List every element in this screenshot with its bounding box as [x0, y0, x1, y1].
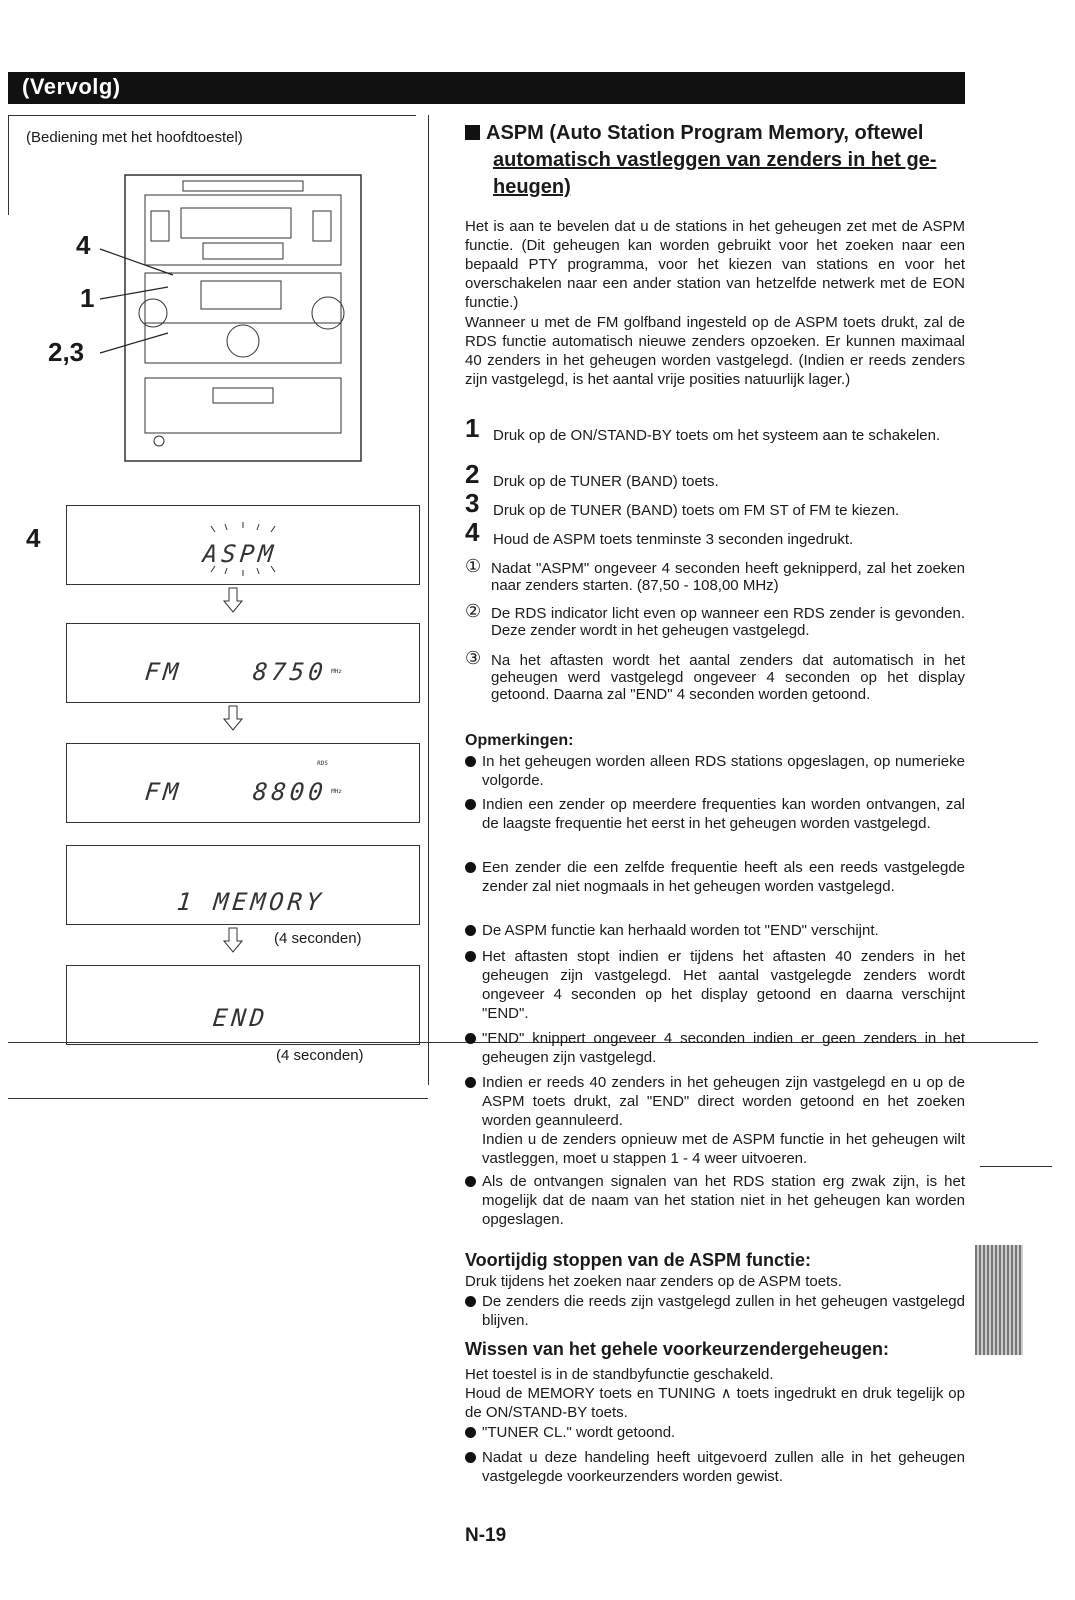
step-1 — [465, 413, 965, 444]
display-unit: MHz — [330, 668, 343, 675]
clear-bullet — [465, 1448, 965, 1486]
note-text: "END" knippert ongeveer 4 seconden indien er geen zenders in het geheugen zijn vastgelegd. — [482, 1030, 965, 1066]
clear-heading: Wissen van het gehele voorkeurzendergeheugen: — [465, 1339, 889, 1359]
note-text: Het aftasten stopt indien er tijdens het aftasten 40 zenders in het geheugen zijn vastgelegd. Het aantal vastgelegde zenders wordt ongeveer 4 seconden op het display getoond en daarna verschijnt "END". — [482, 948, 965, 1022]
clear-text-2: Houd de MEMORY toets en TUNING ∧ toets ingedrukt en druk tegelijk op de ON/STAND-BY toets. — [465, 1385, 965, 1421]
display-aspm-text: ASPM — [201, 540, 279, 568]
substep-text: Na het aftasten wordt het aantal zenders dat automatisch in het geheugen werd vastgelegd ongeveer 4 seconden op het display getoond. Daarna zal "END" 4 seconden worden getoond. — [491, 652, 965, 703]
note-text-extra: Indien u de zenders opnieuw met de ASPM functie in het geheugen wilt vastleggen, moet u stappen 1 - 4 weer uitvoeren. — [482, 1131, 965, 1167]
note-item — [465, 1172, 965, 1229]
note-item — [465, 858, 965, 896]
note-item — [465, 1029, 965, 1067]
section-title — [465, 120, 975, 201]
notes-heading: Opmerkingen: — [465, 732, 574, 749]
stop-bullet-text: De zenders die reeds zijn vastgelegd zullen in het geheugen vastgelegd blijven. — [482, 1293, 965, 1329]
bullet-icon — [465, 862, 476, 873]
display-end-text: END — [211, 1004, 270, 1032]
section-header-bar — [8, 72, 965, 104]
display-memory-text: 1 MEMORY — [175, 888, 327, 916]
step-text: Druk op de ON/STAND-BY toets om het systeem aan te schakelen. — [493, 427, 941, 444]
step-text: Druk op de TUNER (BAND) toets. — [493, 473, 719, 490]
note-item — [465, 1073, 965, 1168]
display-frequency: 8750 — [251, 658, 329, 686]
square-bullet-icon — [465, 125, 480, 140]
section-title-line-2: automatisch vastleggen van zenders in het ge- — [493, 149, 937, 171]
step-number: 4 — [465, 517, 480, 547]
section-title-line-3: heugen) — [493, 176, 571, 198]
rds-indicator: RDS — [316, 760, 329, 767]
note-text: Indien een zender op meerdere frequenties kan worden ontvangen, zal de laagste frequentie het eerst in het geheugen worden vastgelegd. — [482, 796, 965, 832]
header-title: (Vervolg) — [22, 74, 121, 99]
callout-1: 1 — [80, 283, 95, 313]
horizontal-rule — [8, 1098, 428, 1099]
clear-bullet-text: "TUNER CL." wordt getoond. — [482, 1424, 676, 1441]
bullet-icon — [465, 799, 476, 810]
display-aspm — [66, 505, 420, 585]
display-fm-8800 — [66, 743, 420, 823]
step-4-label: 4 — [26, 523, 41, 553]
display-frequency: 8800 — [251, 778, 329, 806]
step-number: 1 — [465, 413, 480, 443]
column-divider — [428, 115, 429, 1085]
step-2 — [465, 459, 965, 490]
down-arrow-icon — [223, 927, 243, 953]
note-text: De ASPM functie kan herhaald worden tot "END" verschijnt. — [482, 922, 879, 939]
horizontal-rule — [980, 1166, 1052, 1167]
note-text: Een zender die een zelfde frequentie heeft als een reeds vastgelegde zender zal niet nogmaals in het geheugen worden vastgelegd. — [482, 859, 965, 895]
stop-bullet — [465, 1292, 965, 1330]
note-item — [465, 752, 965, 790]
substep-3 — [465, 648, 965, 703]
bullet-icon — [465, 756, 476, 767]
note-text: In het geheugen worden alleen RDS stations opgeslagen, op numerieke volgorde. — [482, 753, 965, 789]
substep-number: ① — [465, 556, 482, 576]
blink-marks-icon — [203, 520, 283, 580]
duration-label: (4 seconden) — [276, 1047, 364, 1064]
down-arrow-icon — [223, 587, 243, 613]
substep-1 — [465, 556, 965, 594]
section-title-line-1: ASPM (Auto Station Program Memory, oftewel — [486, 122, 924, 144]
substep-number: ③ — [465, 648, 482, 668]
step-4 — [465, 517, 965, 548]
intro-paragraph: Het is aan te bevelen dat u de stations in het geheugen zet met de ASPM functie. (Dit geheugen kan worden gebruikt voor het zoeken naar een bepaald PTY programma, voor het kiezen van stations en voor het overschakelen naar een ander station van hetzelfde netwerk met de EON functie.) — [465, 218, 965, 311]
substep-number: ② — [465, 601, 482, 621]
bullet-icon — [465, 1427, 476, 1438]
page-number: N-19 — [465, 1525, 507, 1546]
display-band: FM — [143, 658, 184, 686]
callout-4: 4 — [76, 230, 91, 260]
display-end — [66, 965, 420, 1045]
callout-leader-lines — [8, 115, 418, 515]
bullet-icon — [465, 1296, 476, 1307]
step-number: 2 — [465, 459, 480, 489]
clear-bullet-text: Nadat u deze handeling heeft uitgevoerd zullen alle in het geheugen vastgelegde voorkeurzenders worden gewist. — [482, 1449, 965, 1485]
step-text: Houd de ASPM toets tenminste 3 seconden ingedrukt. — [493, 531, 854, 548]
display-band: FM — [143, 778, 184, 806]
down-arrow-icon — [223, 705, 243, 731]
intro-paragraph-2: Wanneer u met de FM golfband ingesteld op de ASPM toets drukt, zal de RDS functie automatisch nieuwe zenders opzoeken. Er kunnen maximaal 40 zenders in het geheugen worden vastgelegd. (Indien er reeds zenders zijn vastgelegd, is het aantal vrije posities natuurlijk lager.) — [465, 314, 965, 388]
bullet-icon — [465, 1176, 476, 1187]
display-fm-8750 — [66, 623, 420, 703]
bullet-icon — [465, 925, 476, 936]
note-text: Indien er reeds 40 zenders in het geheugen zijn vastgelegd en u op de ASPM toets drukt, zal "END" direct worden getoond en het zoeken worden geannuleerd. — [482, 1074, 965, 1129]
substep-text: Nadat "ASPM" ongeveer 4 seconden heeft geknipperd, zal het zoeken naar zenders starten. (87,50 - 108,00 MHz) — [491, 560, 965, 594]
substep-text: De RDS indicator licht even op wanneer een RDS zender is gevonden. Deze zender wordt in het geheugen vastgelegd. — [491, 605, 965, 639]
operation-subtitle: (Bediening met het hoofdtoestel) — [26, 129, 243, 146]
note-item — [465, 795, 965, 833]
clear-bullet — [465, 1423, 965, 1442]
step-3 — [465, 488, 965, 519]
display-memory — [66, 845, 420, 925]
stop-text: Druk tijdens het zoeken naar zenders op de ASPM toets. — [465, 1273, 842, 1290]
clear-text-1: Het toestel is in de standbyfunctie geschakeld. — [465, 1366, 774, 1383]
step-text: Druk op de TUNER (BAND) toets om FM ST of FM te kiezen. — [493, 502, 900, 519]
section-thumb-tab — [975, 1245, 1023, 1355]
left-column — [8, 115, 418, 1105]
bullet-icon — [465, 1077, 476, 1088]
stop-heading: Voortijdig stoppen van de ASPM functie: — [465, 1250, 812, 1270]
display-unit: MHz — [330, 788, 343, 795]
duration-label: (4 seconden) — [274, 930, 362, 947]
callout-2-3: 2,3 — [48, 337, 85, 367]
note-text: Als de ontvangen signalen van het RDS station erg zwak zijn, is het mogelijk dat de naam van het station niet in het geheugen kan worden opgeslagen. — [482, 1173, 965, 1228]
note-item — [465, 921, 965, 940]
bullet-icon — [465, 951, 476, 962]
bullet-icon — [465, 1452, 476, 1463]
substep-2 — [465, 601, 965, 639]
step-number: 3 — [465, 488, 480, 518]
bullet-icon — [465, 1033, 476, 1044]
note-item — [465, 947, 965, 1023]
